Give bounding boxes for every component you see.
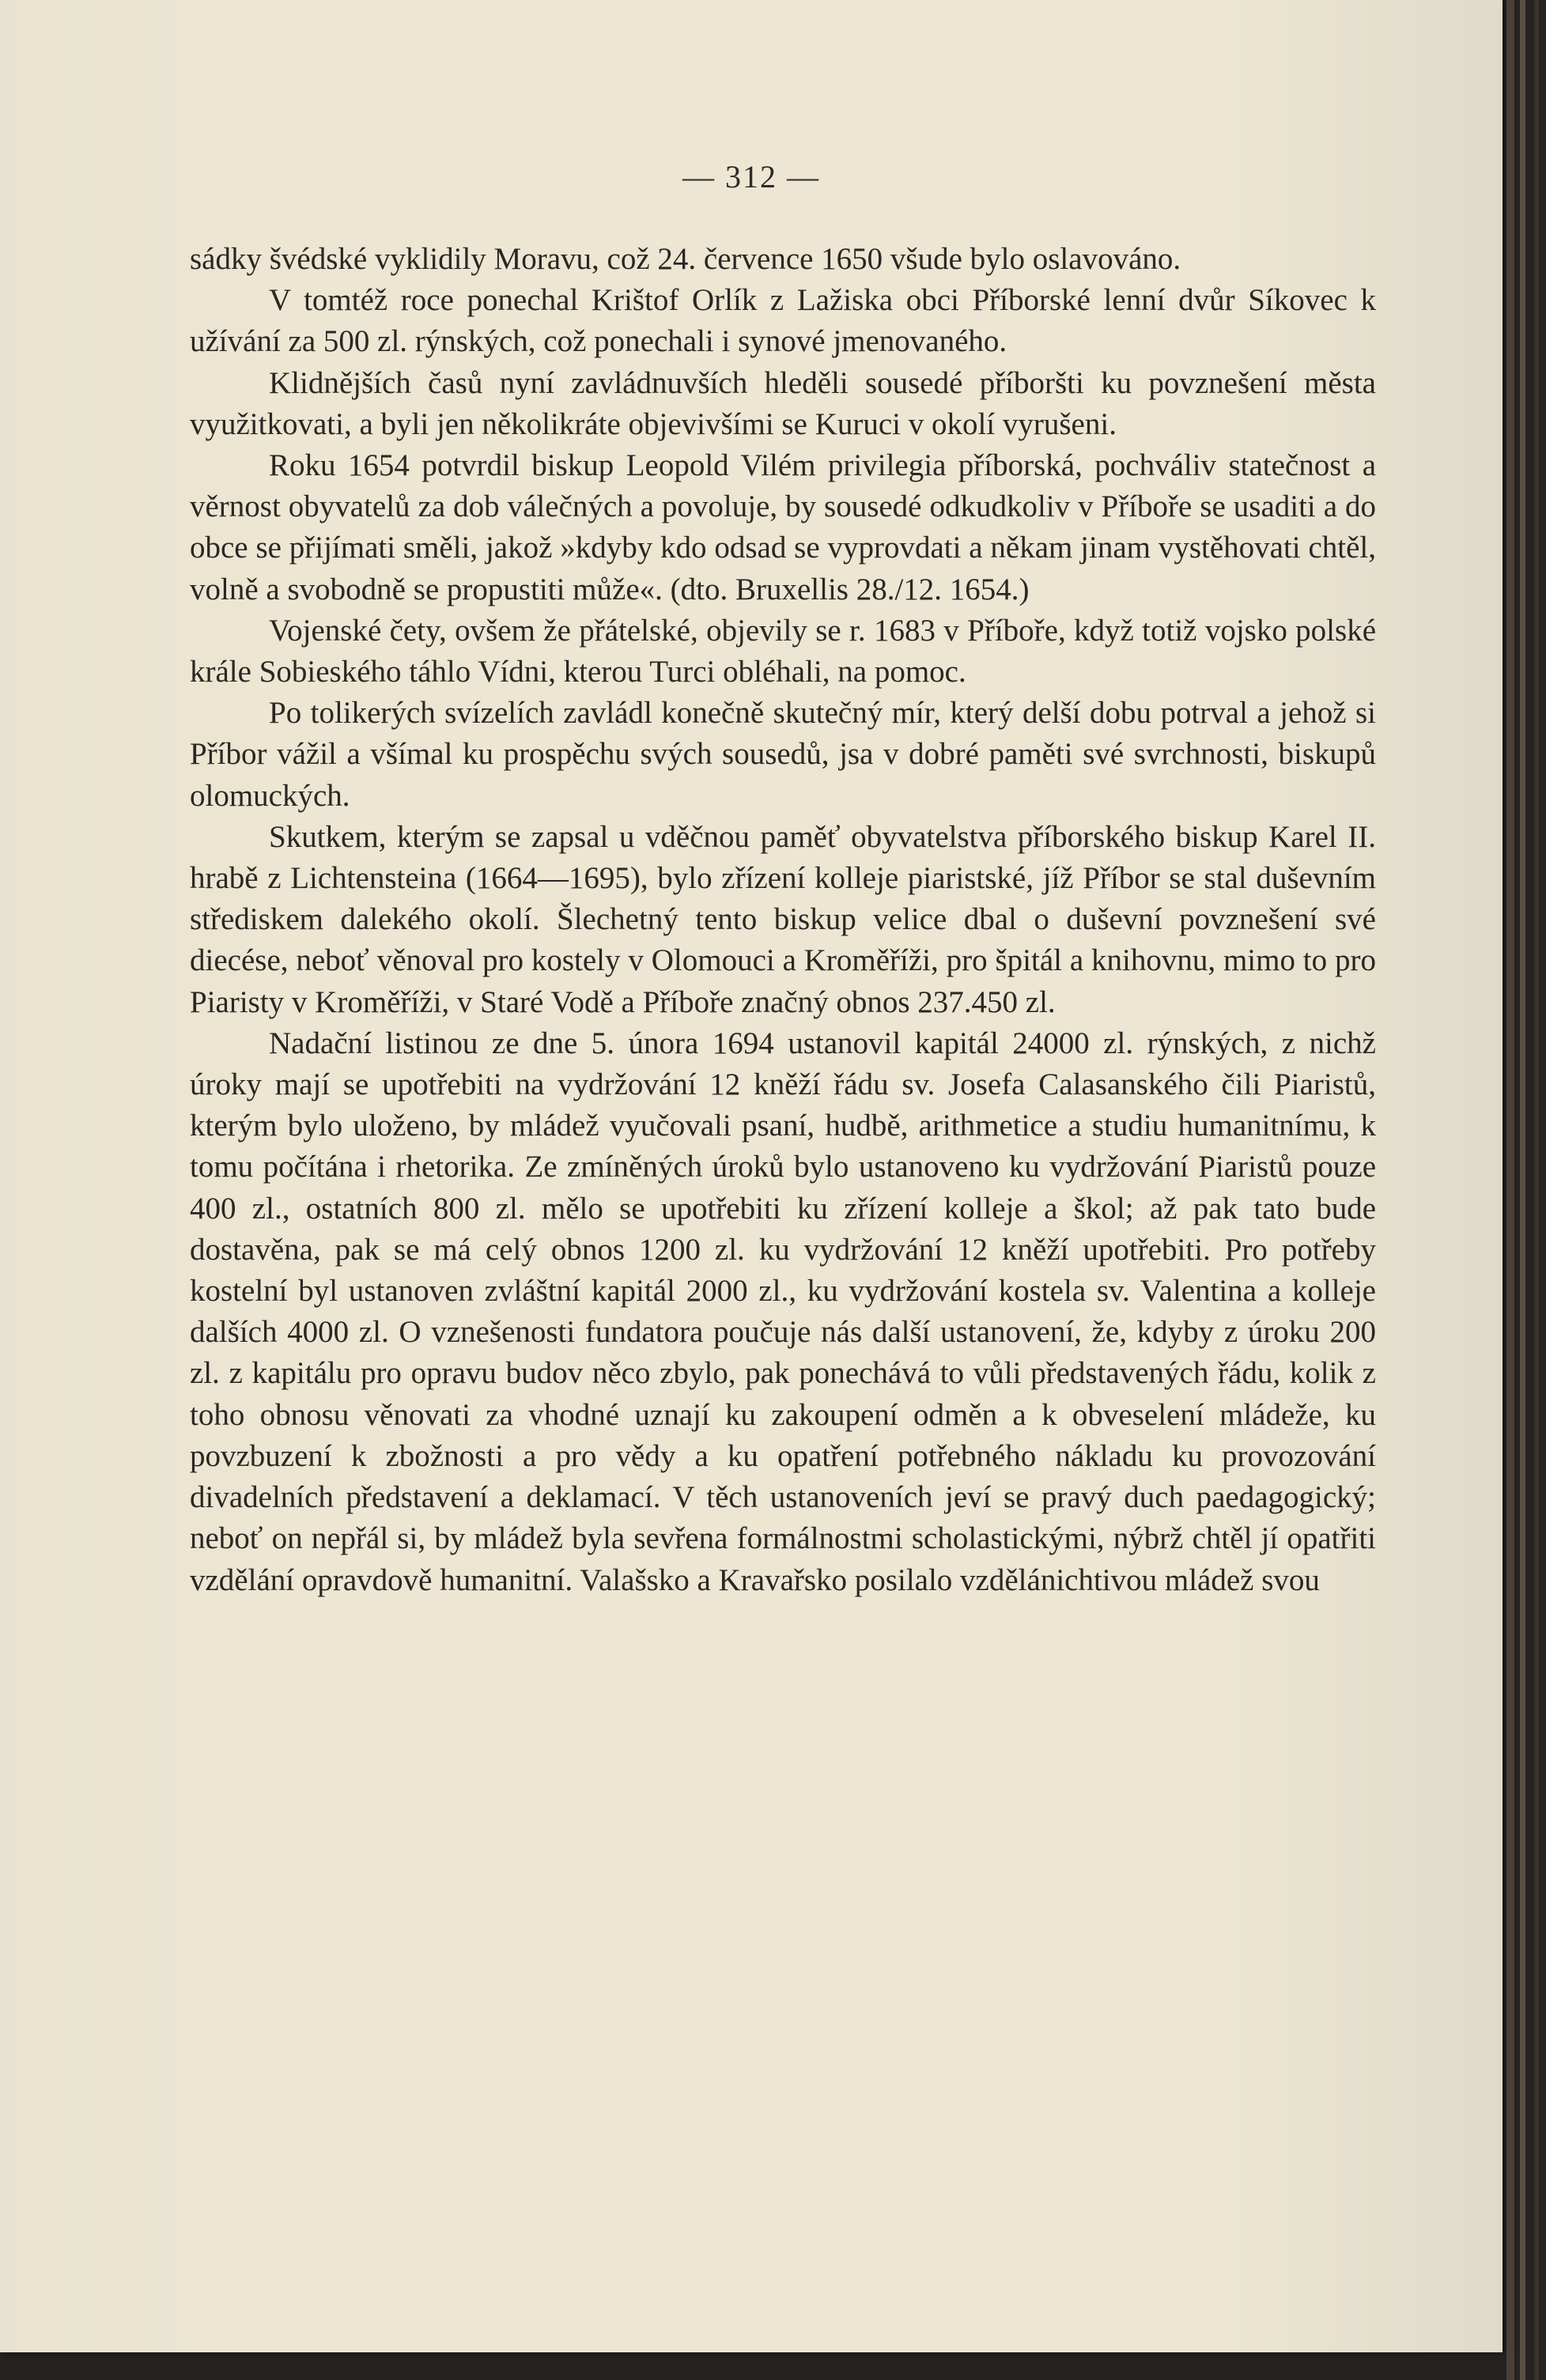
page-edge xyxy=(1506,0,1514,2380)
paragraph-7: Skutkem, kterým se zapsal u vděčnou paměť obyvatelstva příborského biskup Karel II. hrabě z Lichtensteina (1664—1695), bylo zřízení kolleje piaristské, jíž Příbor se stal duševním střediskem dalekého okolí. Šlechetný tento biskup velice dbal o duševní povznešení své diecése, neboť věnoval pro kostely v Olomouci a Kroměříži, pro špitál a knihovnu, mimo to pro Piaristy v Kroměříži, v Staré Vodě a Příboře značný obnos 237.450 zl. xyxy=(190,819,1376,1019)
paragraph-2: V tomtéž roce ponechal Krištof Orlík z Lažiska obci Příborské lenní dvůr Síkovec k užívání za 500 zl. rýnských, což ponechali i synové jmenovaného. xyxy=(190,283,1376,359)
page-edge xyxy=(1520,0,1525,2380)
paragraph-1: sádky švédské vyklidily Moravu, což 24. července 1650 všude bylo oslavováno. xyxy=(190,242,1181,276)
paragraph-3: Klidnějších časů nyní zavládnuvších hleděli sousedé příboršti ku povznešení města využitkovati, a byli jen několikráte objevivšími se Kuruci v okolí vyrušeni. xyxy=(190,365,1376,441)
paragraph-4: Roku 1654 potvrdil biskup Leopold Vilém privilegia příborská, pochváliv statečnost a věrnost obyvatelů za dob válečných a povoluje, by sousedé odkudkoliv v Příboře se usaditi a do obce se přijímati směli, jakož »kdyby kdo odsad se vyprovdati a někam jinam vystěhovati chtěl, volně a svobodně se propustiti může«. (dto. Bruxellis 28./12. 1654.) xyxy=(190,448,1376,606)
paragraph-8: Nadační listinou ze dne 5. února 1694 ustanovil kapitál 24000 zl. rýnských, z nichž úroky mají se upotřebiti na vydržování 12 kněží řádu sv. Josefa Calasanského čili Piaristů, kterým bylo uloženo, by mládež vyučovali psaní, hudbě, arithmetice a studiu humanitnímu, k tomu počítána i rhetorika. Ze zmíněných úroků bylo ustanoveno ku vydržování Piaristů pouze 400 zl., ostatních 800 zl. mělo se upotřebiti ku zřízení kolleje a škol; až pak tato bude dostavěna, pak se má celý obnos 1200 zl. ku vydržování 12 kněží upotřebiti. Pro potřeby kostelní byl ustanoven zvláštní kapitál 2000 zl., ku vydržování kostela sv. Valentina a kolleje dalších 4000 zl. O vznešenosti fundatora poučuje nás další ustanovení, že, kdyby z úroku 200 zl. z kapitálu pro opravu budov něco zbylo, pak ponechává to vůli představených řádu, kolik z toho obnosu věnovati za vhodné uznají ku zakoupení odměn a k obveselení mládeže, ku povzbuzení k zbožnosti a pro vědy a ku opatření potřebného nákladu ku provozování divadelních představení a deklamací. V těch ustanoveních jeví se pravý duch paedagogický; neboť on nepřál si, by mládež byla sevřena formálnostmi scholastickými, nýbrž chtěl jí opatřiti vzdělání opravdově humanitní. Valašsko a Kravařsko posilalo vzdělánichtivou mládež svou xyxy=(190,1026,1376,1597)
paragraph-6: Po tolikerých svízelích zavládl konečně skutečný mír, který delší dobu potrval a jehož si Příbor vážil a všímal ku prospěchu svých sousedů, jsa v dobré paměti své svrchnosti, biskupů olomuckých. xyxy=(190,696,1376,813)
page-edge xyxy=(1534,0,1539,2380)
page-number: — 312 — xyxy=(682,159,820,195)
page-body xyxy=(190,239,1376,1601)
paragraph-5: Vojenské čety, ovšem že přátelské, objevily se r. 1683 v Příboře, když totiž vojsko polské krále Sobieského táhlo Vídni, kterou Turci obléhali, na pomoc. xyxy=(190,613,1376,689)
